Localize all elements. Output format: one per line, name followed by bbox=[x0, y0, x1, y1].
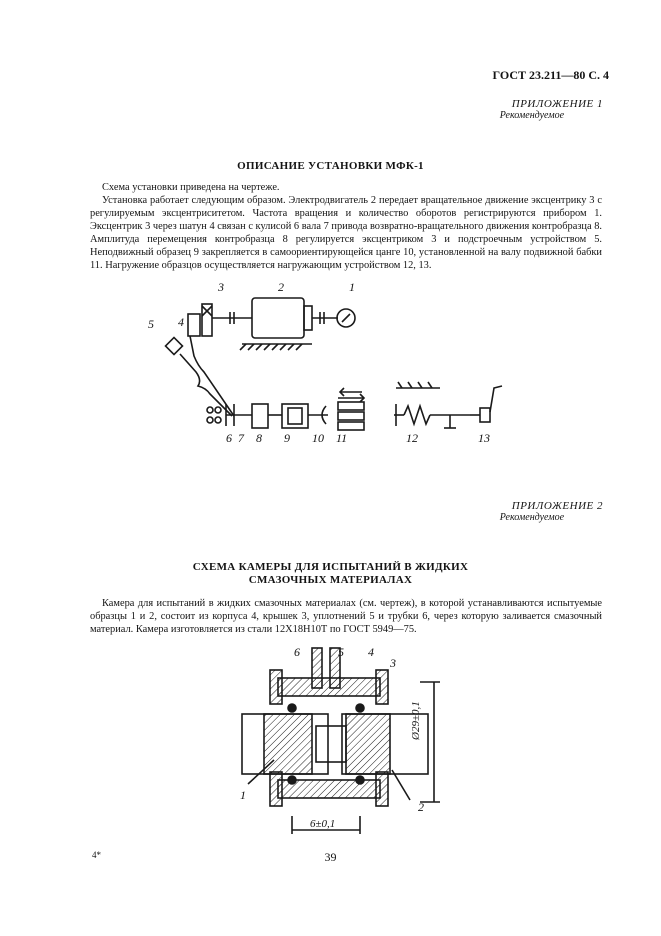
section-1-title: ОПИСАНИЕ УСТАНОВКИ МФК-1 bbox=[237, 160, 424, 172]
housing-4-top bbox=[278, 678, 380, 696]
diagram-1-label-8: 8 bbox=[256, 431, 262, 445]
appendix-1-status: Рекомендуемое bbox=[499, 110, 565, 121]
diagram-1-label-1: 1 bbox=[349, 280, 355, 294]
section-2-title-line-2: СМАЗОЧНЫХ МАТЕРИАЛАХ bbox=[248, 574, 413, 586]
diagram-1-label-3: 3 bbox=[218, 280, 224, 294]
standard-header: ГОСТ 23.211—80 С. 4 bbox=[492, 68, 609, 82]
corner-mark: 4* bbox=[92, 850, 101, 860]
section-1-para-2: Установка работает следующим образом. Электродвигатель 2 передает вращательное движение эксцентрику 3 с регулируемым эксцентриситетом. Частота вращения и количество оборотов регистрируются прибором 1. Эксцентрик 3 через шатун 4 связан с кулисой 6 вала 7 привода возвратно-вращательного движения контробразца 8. Амплитуда перемещения контробразца 8 регулируется эксцентриком 3 и подстроечным устройством 5. Неподвижный образец 9 закрепляется в самоориентирующейся цанге 10, установленной на валу подвижной бабки 11. Нагружение образцов осуществляется нагружающим устройством 12, 13. bbox=[90, 195, 602, 271]
appendix-2-title: ПРИЛОЖЕНИЕ 2 bbox=[511, 500, 603, 512]
link-rod-2 bbox=[190, 336, 234, 416]
headstock-11 bbox=[338, 402, 364, 410]
diagram-2-label-6: 6 bbox=[294, 645, 300, 659]
diagram-2-label-3: 3 bbox=[390, 656, 396, 670]
adjuster-5 bbox=[166, 338, 183, 355]
loading-device-13 bbox=[480, 408, 490, 422]
eccentric-3 bbox=[202, 304, 212, 336]
seal-5 bbox=[288, 704, 296, 712]
diagram-1-label-13: 13 bbox=[478, 431, 490, 445]
motor-2 bbox=[252, 298, 304, 338]
section-1-para-1: Схема установки приведена на чертеже. bbox=[102, 182, 280, 193]
diagram-1-label-9: 9 bbox=[284, 431, 290, 445]
counter-sample-8 bbox=[252, 404, 268, 428]
diagram-2-label-4: 4 bbox=[368, 645, 374, 659]
appendix-1-title: ПРИЛОЖЕНИЕ 1 bbox=[511, 98, 603, 110]
width-dimension-text: 6±0,1 bbox=[310, 818, 336, 830]
diagram-1-label-12: 12 bbox=[406, 431, 418, 445]
diagram-1-label-4: 4 bbox=[178, 315, 184, 329]
diagram-2-label-2: 2 bbox=[418, 800, 424, 814]
motor-2-end bbox=[304, 306, 312, 330]
appendix-2-status: Рекомендуемое bbox=[499, 512, 565, 523]
diagram-1-label-2: 2 bbox=[278, 280, 284, 294]
section-1-text bbox=[90, 181, 602, 272]
diagram-2-label-5: 5 bbox=[338, 645, 344, 659]
diagram-1-label-5: 5 bbox=[148, 317, 154, 331]
section-2-para: Камера для испытаний в жидких смазочных материалах (см. чертеж), в которой устанавливаются испытуемые образцы 1 и 2, состоит из корпуса 4, крышек 3, уплотнений 5 и трубки 6, через которую заливается смазочный материал. Камера изготовляется из стали 12Х18Н10Т по ГОСТ 5949—75. bbox=[90, 598, 602, 635]
cover-3-left bbox=[270, 670, 282, 704]
appendix-2-block bbox=[499, 500, 603, 523]
spring-12 bbox=[404, 406, 430, 424]
section-2-title-line-1: СХЕМА КАМЕРЫ ДЛЯ ИСПЫТАНИЙ В ЖИДКИХ bbox=[192, 561, 469, 573]
diagram-1-label-11: 11 bbox=[336, 431, 348, 445]
diagram-1-label-10: 10 bbox=[312, 431, 324, 445]
chamber-diagram bbox=[220, 640, 450, 840]
installation-diagram bbox=[140, 276, 520, 456]
cover-3-right bbox=[376, 670, 388, 704]
diameter-dimension-text: Ø29±0,1 bbox=[410, 701, 422, 740]
diagram-1-label-7: 7 bbox=[238, 431, 244, 445]
connecting-rod-4 bbox=[188, 314, 200, 336]
diagram-2-label-1: 1 bbox=[240, 788, 246, 802]
section-2-text bbox=[90, 597, 602, 636]
appendix-1-block bbox=[499, 98, 603, 121]
diagram-1-label-6: 6 bbox=[226, 431, 232, 445]
page-number: 39 bbox=[324, 850, 337, 864]
link-rod bbox=[180, 354, 232, 416]
